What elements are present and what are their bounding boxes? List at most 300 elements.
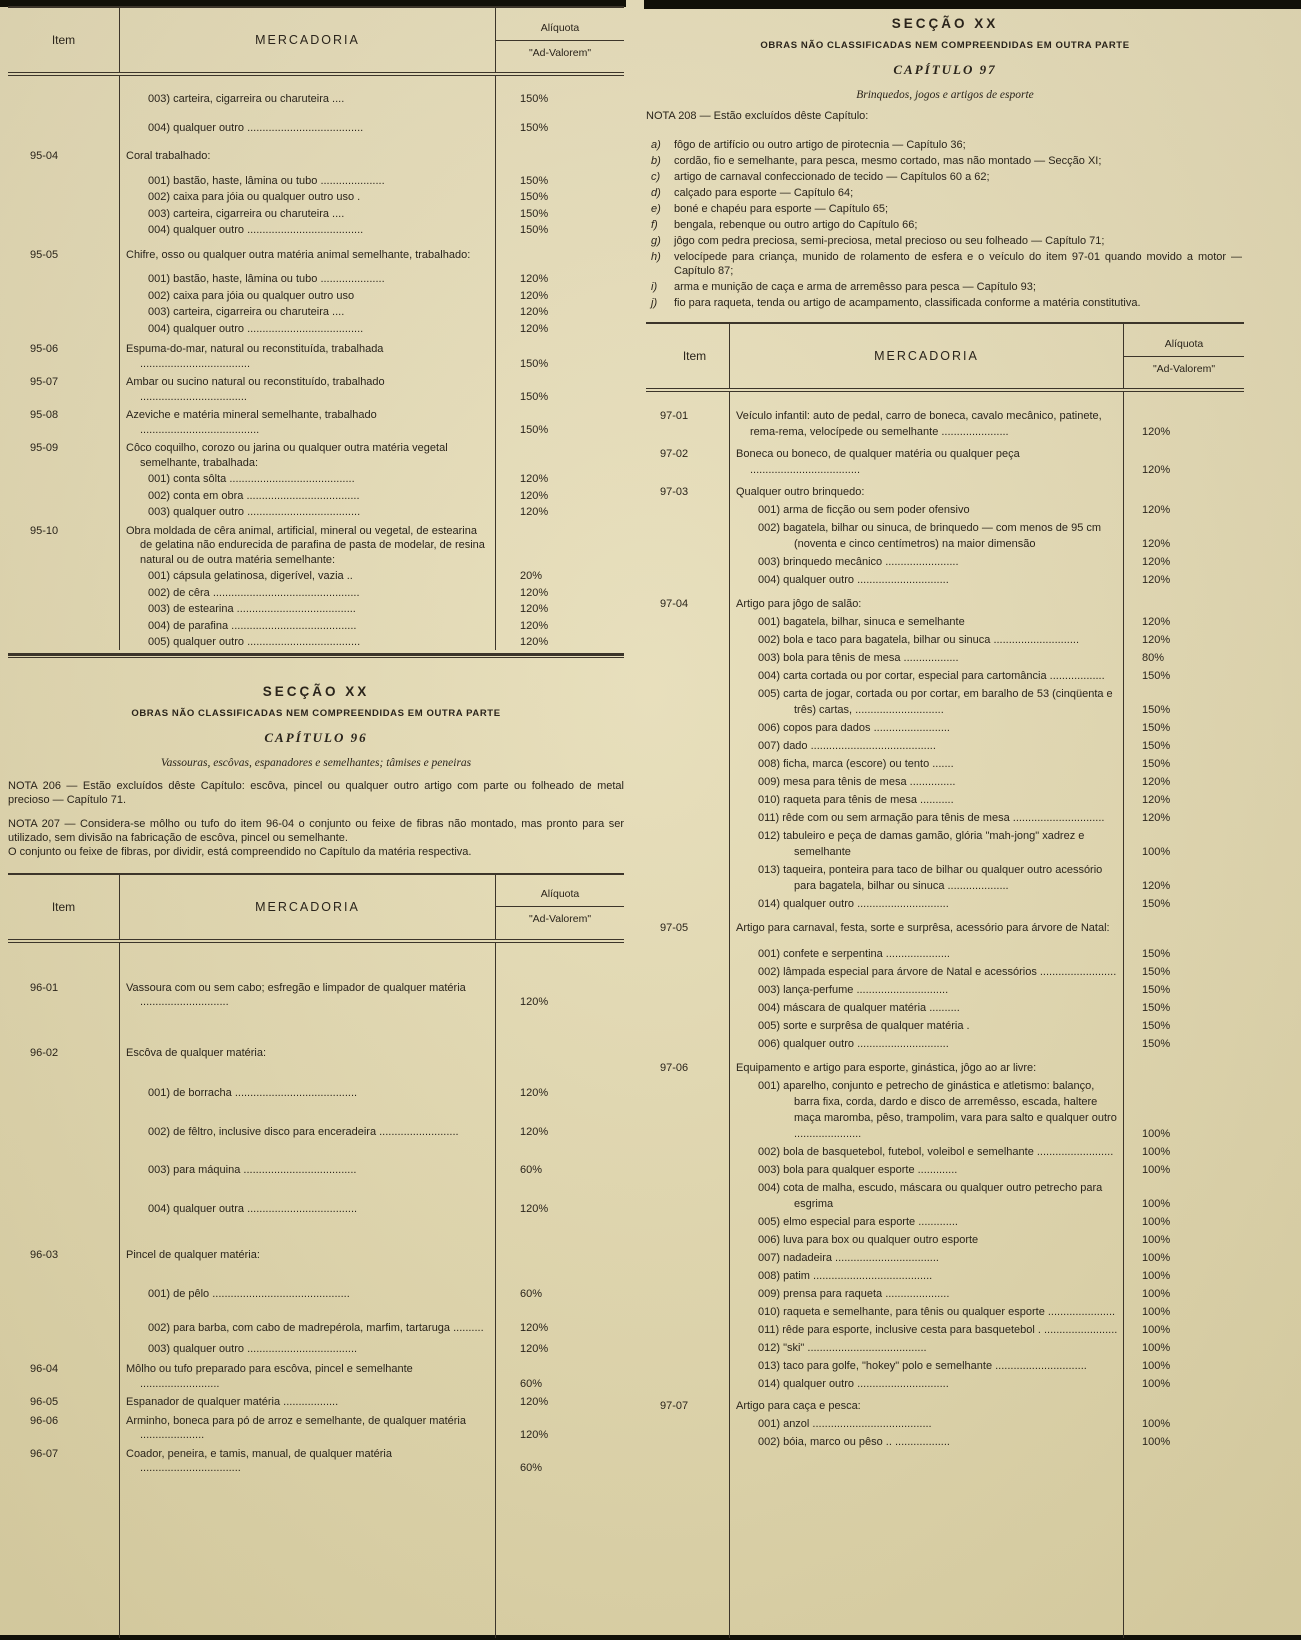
ad-valorem-rate [496,164,624,189]
rate-value: 120% [520,273,549,285]
header-item-label: Item [51,33,76,47]
rate-value: 150% [1142,898,1171,910]
ad-valorem-rate [496,1263,624,1302]
rate-value: 120% [520,603,549,615]
ad-valorem-rate [496,584,624,601]
ad-valorem-rate [1124,1178,1244,1212]
ad-valorem-rate [496,633,624,650]
table-row [646,570,1244,588]
header-ad-valorem-label: "Ad-Valorem" [496,40,624,68]
table-row [646,1356,1244,1374]
item-code [646,1338,730,1356]
item-code [8,487,120,504]
merchandise-description: 002) de cêra ................................................ [120,584,496,601]
rate-value: 120% [520,489,549,502]
tariff-table-chapter-95 [8,6,624,658]
table-row [8,584,624,601]
table-row [646,1374,1244,1392]
ad-valorem-rate [496,336,624,371]
table-row [8,633,624,650]
merchandise-description: 004) carta cortada ou por cortar, especial para cartomância .................. [730,666,1124,684]
merchandise-description: 001) arma de ficção ou sem poder ofensivo [730,500,1124,518]
tariff-table-chapter-96 [8,873,624,1639]
ad-valorem-rate [1124,1414,1244,1432]
table-body-96 [8,943,624,1476]
exclusion-letter: g) [651,235,661,247]
exclusion-text: arma e munição de caça e arma de arremêsso para pesca — Capítulo 93; [674,281,1036,293]
item-code [646,1284,730,1302]
ad-valorem-rate [496,1301,624,1336]
table-row [8,76,624,107]
merchandise-description: 002) lâmpada especial para árvore de Natal e acessórios ......................... [730,962,1124,980]
filler-cell [730,1450,1124,1638]
merchandise-description: 001) de borracha ........................................ [120,1060,496,1101]
rate-value: 120% [1142,794,1171,806]
ad-valorem-rate [1124,1034,1244,1052]
merchandise-description: 001) confete e serpentina ..................... [730,936,1124,962]
merchandise-description: 002) bola e taco para bagatela, bilhar ou sinuca ............................ [730,630,1124,648]
exclusion-letter: j) [651,297,658,309]
ad-valorem-rate [1124,790,1244,808]
rate-value: 100% [1142,1234,1171,1246]
ad-valorem-rate [1124,912,1244,936]
item-code [8,1060,120,1101]
header-item-label: Item [51,899,76,914]
item-code [646,1266,730,1284]
header-mercadoria-label: MERCADORIA [255,899,360,914]
table-row [8,1263,624,1302]
merchandise-description: 014) qualquer outro .............................. [730,894,1124,912]
rate-value: 120% [520,1087,549,1099]
rate-value: 120% [520,1322,549,1334]
merchandise-description: 009) mesa para tênis de mesa ............... [730,772,1124,790]
header-ad-valorem-label: "Ad-Valorem" [1124,356,1244,384]
rate-value: 150% [520,121,549,134]
item-code: 96-06 [8,1410,120,1443]
merchandise-description: Equipamento e artigo para esporte, ginástica, jôgo ao ar livre: [730,1052,1124,1076]
merchandise-description: 002) bola de basquetebol, futebol, voleibol e semelhante ......................... [730,1142,1124,1160]
table-row [646,1052,1244,1076]
nota-208: NOTA 208 — Estão excluídos dêste Capítulo: [646,110,869,122]
rate-value: 100% [1142,1198,1171,1210]
exclusion-letter: c) [651,171,661,183]
exclusion-text: fio para raqueta, tenda ou artigo de acampamento, classificada conforme a matéria constitutiva. [674,297,1141,309]
merchandise-description: 001) anzol ....................................... [730,1414,1124,1432]
item-code: 96-02 [8,1010,120,1061]
rate-value: 120% [1142,574,1171,586]
rate-value: 150% [1142,1020,1171,1032]
merchandise-description: 005) carta de jogar, cortada ou por cortar, em baralho de 53 (cinqüenta e três) cartas, ............................. [730,684,1124,718]
merchandise-description: 001) cápsula gelatinosa, digerível, vazia .. [120,567,496,584]
ad-valorem-rate [1124,1160,1244,1178]
item-code [8,107,120,136]
merchandise-description: Qualquer outro brinquedo: [730,478,1124,500]
rate-value: 60% [520,1377,543,1390]
merchandise-description: 005) sorte e surprêsa de qualquer matéria . [730,1016,1124,1034]
merchandise-description: 002) caixa para jóia ou qualquer outro uso . [120,188,496,205]
table-row [646,518,1244,552]
merchandise-description: Obra moldada de cêra animal, artificial, mineral ou vegetal, de estearina de gelatina não endurecida de parafina de pasta de modelar, de resina natural ou de outra matéria semelhante: [120,520,496,568]
ad-valorem-rate [1124,1076,1244,1142]
table-row [8,1301,624,1336]
ad-valorem-rate [1124,478,1244,500]
merchandise-description: 011) rêde com ou sem armação para tênis de mesa .............................. [730,808,1124,826]
table-row [646,392,1244,440]
ad-valorem-rate [496,1443,624,1476]
rate-value: 120% [520,1342,549,1355]
ad-valorem-rate [1124,684,1244,718]
merchandise-description: 014) qualquer outro .............................. [730,1374,1124,1392]
chapter-subject: Vassouras, escôvas, espanadores e semelhantes; tâmises e peneiras [160,756,472,769]
ad-valorem-rate [1124,1248,1244,1266]
item-code [646,1212,730,1230]
item-code: 95-04 [8,135,120,164]
merchandise-description: 005) elmo especial para esporte ............. [730,1212,1124,1230]
merchandise-description: 004) qualquer outro ...................................... [120,107,496,136]
ad-valorem-rate [1124,552,1244,570]
header-item-label: Item [682,349,707,363]
filler-cell [646,1450,730,1638]
exclusion-text: bengala, rebenque ou outro artigo do Capítulo 66; [674,219,918,231]
rate-value: 100% [1142,1378,1171,1390]
merchandise-description: 013) taco para golfe, "hokey" polo e semelhante .............................. [730,1356,1124,1374]
section-title: SECÇÃO XX [262,683,370,699]
ad-valorem-rate [1124,1052,1244,1076]
table-row [8,320,624,337]
merchandise-description: 003) bola para qualquer esporte ............. [730,1160,1124,1178]
table-row [646,1432,1244,1450]
rate-value: 100% [1142,1270,1171,1282]
merchandise-description: 004) cota de malha, escudo, máscara ou qualquer outro petrecho para esgrima [730,1178,1124,1212]
merchandise-description: Azeviche e matéria mineral semelhante, trabalhado ....................................... [120,404,496,437]
ad-valorem-rate [496,205,624,222]
item-code [8,617,120,634]
item-code [646,666,730,684]
rate-value: 150% [1142,984,1171,996]
section-97-heading [646,16,1244,126]
merchandise-description: 003) qualquer outro .................................... [120,1336,496,1357]
ad-valorem-rate [1124,1302,1244,1320]
ad-valorem-rate [1124,772,1244,790]
merchandise-description: 003) carteira, cigarreira ou charuteira .... [120,303,496,320]
table-row [646,1034,1244,1052]
exclusion-letter: b) [651,155,661,167]
table-row [8,287,624,304]
ad-valorem-rate [1124,962,1244,980]
rate-value: 150% [520,357,549,370]
table-row [646,754,1244,772]
ad-valorem-rate [1124,440,1244,478]
table-row [8,470,624,487]
merchandise-description: Pincel de qualquer matéria: [120,1216,496,1263]
rate-value: 120% [1142,616,1171,628]
item-code [8,303,120,320]
ad-valorem-rate [1124,1320,1244,1338]
table-row [8,1216,624,1263]
table-row [8,221,624,238]
item-code [646,936,730,962]
item-code [646,500,730,518]
ad-valorem-rate [496,404,624,437]
rate-value: 100% [1142,1216,1171,1228]
table-row [646,440,1244,478]
rate-value: 120% [1142,556,1171,568]
merchandise-description: 011) rêde para esporte, inclusive cesta para basquetebol . ........................ [730,1320,1124,1338]
ad-valorem-rate [496,76,624,107]
table-row [646,684,1244,718]
table-header [8,875,624,939]
ad-valorem-rate [1124,1230,1244,1248]
merchandise-description: 003) brinquedo mecânico ........................ [730,552,1124,570]
section-subtitle: OBRAS NÃO CLASSIFICADAS NEM COMPREENDIDAS EM OUTRA PARTE [760,40,1130,51]
ad-valorem-rate [1124,630,1244,648]
exclusion-letter: i) [651,281,658,293]
table-row [8,1010,624,1061]
exclusion-text: cordão, fio e semelhante, para pesca, mesmo cortado, mas não montado — Secção XI; [674,155,1102,167]
rate-value: 120% [520,473,549,485]
table-row [8,135,624,164]
item-code [8,470,120,487]
merchandise-description: Artigo para caça e pesca: [730,1392,1124,1414]
item-code [8,503,120,520]
item-code: 96-04 [8,1356,120,1391]
merchandise-description: Boneca ou boneco, de qualquer matéria ou qualquer peça .................................... [730,440,1124,478]
item-code: 95-07 [8,371,120,404]
table-row [646,666,1244,684]
ad-valorem-rate [1124,718,1244,736]
rate-value: 100% [1142,1418,1171,1430]
rate-value: 150% [520,423,549,436]
merchandise-description: 003) qualquer outro ..................................... [120,503,496,520]
rate-value: 150% [1142,740,1171,752]
ad-valorem-rate [1124,1374,1244,1392]
rate-value: 100% [1142,1324,1171,1336]
table-filler [8,1476,624,1639]
table-row [646,1320,1244,1338]
exclusion-item [646,154,1244,168]
merchandise-description: 008) patim ....................................... [730,1266,1124,1284]
table-row [646,962,1244,980]
exclusion-letter: e) [651,203,661,215]
item-code: 95-06 [8,336,120,371]
rate-value: 120% [1142,426,1171,438]
rate-value: 150% [520,93,549,105]
table-filler [646,1450,1244,1638]
table-row [8,107,624,136]
merchandise-description: 005) qualquer outro ..................................... [120,633,496,650]
rate-value: 100% [1142,1164,1171,1176]
item-code [646,754,730,772]
header-mercadoria-label: MERCADORIA [255,33,360,47]
item-code: 95-05 [8,238,120,263]
item-code [646,998,730,1016]
ad-valorem-rate [496,221,624,238]
table-row [646,1178,1244,1212]
rate-value: 100% [1142,1436,1171,1448]
section-title: SECÇÃO XX [891,16,999,31]
item-code [646,1178,730,1212]
header-mercadoria [730,324,1124,388]
merchandise-description: 008) ficha, marca (escore) ou tento ....... [730,754,1124,772]
table-row [646,772,1244,790]
merchandise-description: 003) de estearina ....................................... [120,600,496,617]
table-row [646,1338,1244,1356]
item-code [8,567,120,584]
rate-value: 150% [520,191,549,203]
table-row [646,588,1244,612]
rate-value: 120% [1142,812,1171,824]
ad-valorem-rate [1124,980,1244,998]
item-code [646,860,730,894]
table-row [646,612,1244,630]
rate-value: 120% [520,289,549,302]
rate-value: 120% [520,586,549,599]
rate-value: 150% [520,174,549,187]
ad-valorem-rate [1124,1266,1244,1284]
item-code: 96-07 [8,1443,120,1476]
header-mercadoria [120,8,496,72]
rate-value: 150% [1142,948,1171,960]
table-row [646,826,1244,860]
item-code [646,684,730,718]
table-row [646,808,1244,826]
rate-value: 100% [1142,1360,1171,1372]
table-row [8,567,624,584]
merchandise-description: 010) raqueta e semelhante, para tênis ou qualquer esporte ...................... [730,1302,1124,1320]
item-code: 97-05 [646,912,730,936]
ad-valorem-rate [1124,1392,1244,1414]
table-row [8,600,624,617]
rate-value: 120% [520,1202,549,1215]
merchandise-description: 003) lança-perfume .............................. [730,980,1124,998]
item-code: 96-05 [8,1391,120,1410]
item-code [646,718,730,736]
merchandise-description: 002) bagatela, bilhar ou sinuca, de brinquedo — com menos de 95 cm (noventa e cinco centímetros) na maior dimensão [730,518,1124,552]
item-code: 97-07 [646,1392,730,1414]
exclusion-text: artigo de carnaval confeccionado de tecido — Capítulos 60 a 62; [674,171,990,183]
table-row [646,736,1244,754]
item-code [8,188,120,205]
table-row [8,437,624,470]
ad-valorem-rate [1124,1016,1244,1034]
merchandise-description: 012) "ski" ....................................... [730,1338,1124,1356]
table-row [8,188,624,205]
chapter-title: CAPÍTULO 97 [893,62,997,77]
merchandise-description: 004) de parafina ......................................... [120,617,496,634]
ad-valorem-rate [496,262,624,287]
ad-valorem-rate [496,1060,624,1101]
table-row [8,1391,624,1410]
item-code [646,552,730,570]
header-item [8,8,120,72]
header-aliquota [496,875,624,939]
merchandise-description: 002) de fêltro, inclusive disco para enceradeira .......................... [120,1101,496,1140]
header-aliquota [1124,324,1244,388]
rate-value: 150% [1142,1038,1171,1050]
merchandise-description: 001) aparelho, conjunto e petrecho de ginástica e atletismo: balanço, barra fixa, corda, dardo e disco de arremêsso, escada, haltere maça maromba, pêso, trampolim, vara para salto e qualquer outro ...................... [730,1076,1124,1142]
item-code [8,633,120,650]
header-mercadoria-label: MERCADORIA [874,349,979,363]
merchandise-description: 001) bagatela, bilhar, sinuca e semelhante [730,612,1124,630]
item-code [646,772,730,790]
rate-value: 120% [520,306,549,318]
merchandise-description: 002) bóia, marco ou pêso .. .................. [730,1432,1124,1450]
rate-value: 100% [1142,846,1171,858]
merchandise-description: Espanador de qualquer matéria .................. [120,1391,496,1410]
table-row [646,1160,1244,1178]
merchandise-description: 004) qualquer outra .................................... [120,1178,496,1217]
merchandise-description: 002) caixa para jóia ou qualquer outro uso [120,287,496,304]
header-aliquota-label: Alíquota [1164,337,1204,350]
merchandise-description: 013) taqueira, ponteira para taco de bilhar ou qualquer outro acessório para bagatela, bilhar ou sinuca .................... [730,860,1124,894]
chapter-subject: Brinquedos, jogos e artigos de esporte [856,89,1034,101]
table-row [8,1178,624,1217]
left-column [8,6,624,1638]
merchandise-description: 006) qualquer outro .............................. [730,1034,1124,1052]
ad-valorem-rate [1124,826,1244,860]
rate-value: 100% [1142,1252,1171,1264]
table-row [646,1414,1244,1432]
header-mercadoria [120,875,496,939]
exclusion-item [646,280,1244,294]
exclusion-text: boné e chapéu para esporte — Capítulo 65; [674,203,889,215]
item-code [646,894,730,912]
ad-valorem-rate [496,1010,624,1061]
rate-value: 120% [1142,880,1171,892]
table-row [8,1101,624,1140]
merchandise-description: Môlho ou tufo preparado para escôva, pincel e semelhante .......................... [120,1356,496,1391]
ad-valorem-rate [1124,648,1244,666]
table-row [646,1076,1244,1142]
merchandise-description: 006) copos para dados ......................... [730,718,1124,736]
ad-valorem-rate [1124,1432,1244,1450]
table-row [646,1142,1244,1160]
ad-valorem-rate [1124,570,1244,588]
merchandise-description: 003) bola para tênis de mesa .................. [730,648,1124,666]
rate-value: 20% [520,570,543,582]
merchandise-description: 006) luva para box ou qualquer outro esporte [730,1230,1124,1248]
header-ad-valorem-label: "Ad-Valorem" [496,906,624,934]
table-bottom-rule [8,653,624,658]
rate-value: 120% [520,996,549,1008]
ad-valorem-rate [496,1139,624,1178]
table-row [8,503,624,520]
ad-valorem-rate [496,1178,624,1217]
item-code: 96-03 [8,1216,120,1263]
table-row [8,303,624,320]
header-aliquota [496,8,624,72]
filler-cell [1124,1450,1244,1638]
rate-value: 60% [520,1164,543,1176]
merchandise-description: 003) para máquina ..................................... [120,1139,496,1178]
exclusion-letter: f) [651,219,658,231]
rate-value: 100% [1142,1288,1171,1300]
rate-value: 150% [1142,722,1171,734]
table-row [8,205,624,222]
ad-valorem-rate [1124,1356,1244,1374]
merchandise-description: 004) qualquer outro ...................................... [120,221,496,238]
rate-value: 60% [520,1287,543,1300]
merchandise-description: Chifre, osso ou qualquer outra matéria animal semelhante, trabalhado: [120,238,496,263]
exclusion-item [646,138,1244,152]
ad-valorem-rate [496,287,624,304]
item-code: 97-02 [646,440,730,478]
rate-value: 150% [1142,966,1171,978]
ad-valorem-rate [496,943,624,1010]
table-row [8,238,624,263]
table-row [646,998,1244,1016]
item-code [8,221,120,238]
